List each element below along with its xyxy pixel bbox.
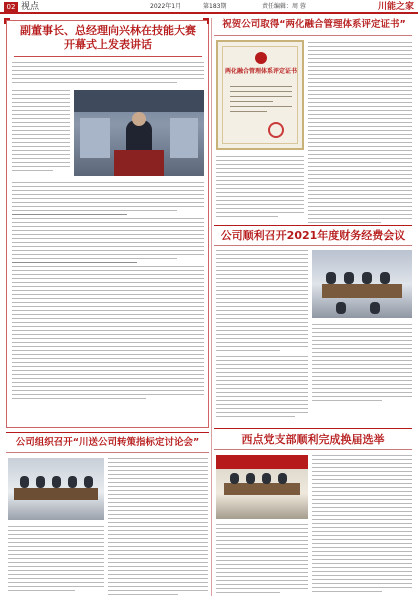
- training-article-body: [108, 458, 208, 598]
- party-headline: 西点党支部顺利完成换届选举: [241, 433, 385, 446]
- finance-headline: 公司顺利召开2021年度财务经费会议: [220, 229, 406, 242]
- page-number: 02: [4, 2, 18, 12]
- training-headline: 公司组织召开“川送公司转策指标定讨论会”: [15, 437, 200, 448]
- award-divider: [214, 35, 412, 36]
- column-separator: [211, 18, 212, 596]
- headline-underline: [14, 56, 202, 57]
- award-headline: 祝贺公司取得“两化融合管理体系评定证书”: [222, 19, 406, 30]
- certificate-title: 两化融合管理体系评定证书: [224, 68, 297, 75]
- main-article-body: [12, 182, 204, 402]
- training-meeting-photo: [8, 458, 104, 520]
- page-header: [0, 0, 418, 14]
- frame-corner: [203, 18, 209, 24]
- main-article-intro: [12, 62, 204, 86]
- finance-divider: [214, 245, 412, 246]
- award-article-text: [308, 42, 412, 226]
- finance-article-left-col-lower: [216, 356, 308, 420]
- training-top-rule: [6, 432, 209, 433]
- speech-photo: [74, 90, 204, 176]
- frame-corner: [4, 18, 10, 24]
- award-article-text-lower: [216, 156, 304, 220]
- certificate-seal-icon: [268, 122, 284, 138]
- section-title: 视点: [21, 2, 40, 12]
- main-headline-line1: 副董事长、总经理向兴林在技能大赛: [20, 24, 196, 37]
- main-article-headline: [14, 24, 202, 52]
- main-article-side-text: [12, 90, 70, 174]
- main-headline-line2: 开幕式上发表讲话: [64, 38, 152, 51]
- party-election-photo: [216, 455, 308, 519]
- party-divider: [214, 449, 412, 450]
- editor-credit: 责任编辑：周 蓉: [262, 3, 306, 10]
- finance-article-left-col: [216, 250, 308, 354]
- training-article-body-lower: [8, 526, 104, 594]
- certificate-emblem-icon: [255, 52, 267, 64]
- finance-article-right-col: [312, 324, 412, 404]
- certificate-image: [216, 40, 304, 150]
- finance-meeting-photo: [312, 250, 412, 318]
- training-divider: [6, 452, 209, 453]
- issue-number: 第183期: [203, 3, 227, 10]
- finance-top-rule: [214, 225, 412, 226]
- party-article-right-col: [312, 455, 412, 595]
- issue-date: 2022年1月: [150, 3, 182, 10]
- party-article-left-col: [216, 524, 308, 596]
- party-top-rule: [214, 428, 412, 429]
- newspaper-logo: 川能之家: [377, 2, 414, 12]
